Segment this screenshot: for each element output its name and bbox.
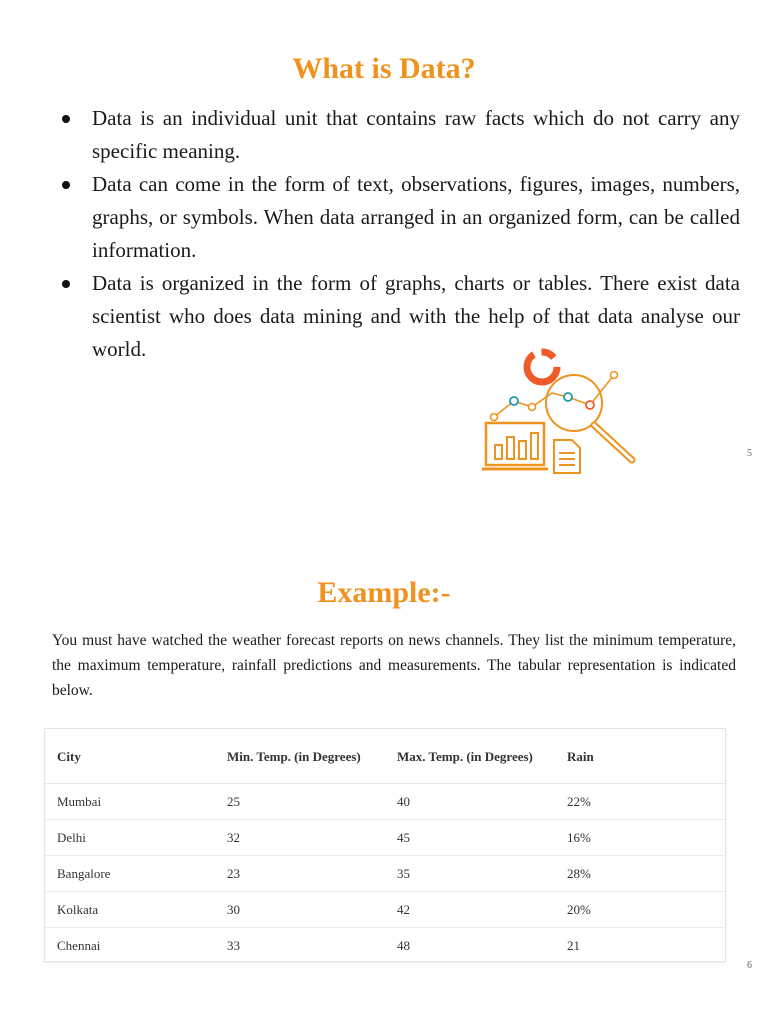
cell-city: Chennai [57, 937, 101, 953]
header-rain: Rain [555, 729, 725, 784]
cell-rain: 16% [555, 820, 725, 856]
weather-table [45, 729, 725, 963]
cell-city: Kolkata [45, 892, 215, 928]
page-number: 6 [747, 960, 752, 971]
cell-max-temp: 48 [397, 937, 410, 953]
bullet-item: Data is an individual unit that contains raw facts which do not carry any specific meaning. [60, 102, 740, 168]
page-number: 5 [747, 448, 752, 459]
slide-example [0, 520, 768, 1020]
header-city: City [45, 729, 215, 784]
slide-title: Example:- [317, 576, 451, 609]
cell-rain: 22% [555, 784, 725, 820]
cell-min-temp: 23 [215, 856, 385, 892]
header-min-temp: Min. Temp. (in Degrees) [215, 729, 385, 784]
cell-rain: 20% [555, 892, 725, 928]
cell-rain: 28% [555, 856, 725, 892]
cell-city: Mumbai [45, 784, 215, 820]
cell-min-temp: 30 [215, 892, 385, 928]
cell-city: Bangalore [45, 856, 215, 892]
bullet-item: Data is organized in the form of graphs, charts or tables. There exist data scientist who does data mining and with the help of that data analyse our world. [60, 267, 740, 366]
slide-title: What is Data? [292, 52, 476, 85]
cell-max-temp: 45 [385, 820, 555, 856]
bullet-list [60, 102, 740, 366]
cell-min-temp: 25 [215, 784, 385, 820]
table-header-row [45, 729, 725, 784]
cell-max-temp: 42 [385, 892, 555, 928]
weather-table-card [44, 728, 726, 962]
cell-min-temp: 33 [227, 937, 240, 953]
table-row [45, 928, 725, 964]
cell-max-temp: 40 [385, 784, 555, 820]
table-row [45, 856, 725, 892]
bullet-item: Data can come in the form of text, observations, figures, images, numbers, graphs, or symbols. When data arranged in an organized form, can be called information. [60, 168, 740, 267]
data-analysis-icon [482, 345, 642, 475]
donut-chart-icon [527, 352, 557, 382]
table-row [45, 892, 725, 928]
cell-rain: 21 [567, 937, 580, 953]
document-icon [554, 440, 580, 473]
table-row [45, 820, 725, 856]
cell-max-temp: 35 [385, 856, 555, 892]
cell-city: Delhi [45, 820, 215, 856]
cell-min-temp: 32 [215, 820, 385, 856]
table-row [45, 784, 725, 820]
slide-what-is-data [0, 0, 768, 500]
intro-paragraph: You must have watched the weather forecast reports on news channels. They list the minimum temperature, the maximum temperature, rainfall predictions and measurements. The tabular representation is indicated below. [52, 632, 736, 699]
header-max-temp: Max. Temp. (in Degrees) [385, 729, 555, 784]
